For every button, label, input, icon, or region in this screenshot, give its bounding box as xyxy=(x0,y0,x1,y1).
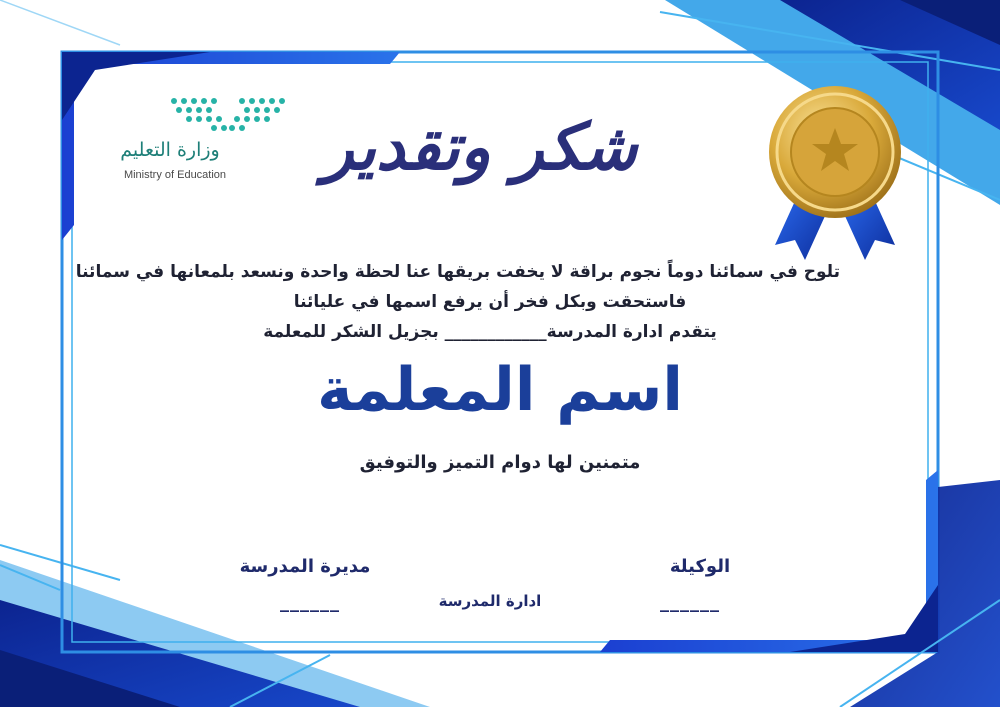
message-line-3: يتقدم ادارة المدرسة____________ بجزيل الشكر للمعلمة xyxy=(263,322,717,342)
gold-medal-icon xyxy=(760,80,910,270)
ministry-english-name: Ministry of Education xyxy=(123,169,227,181)
message-line-1: تلوح في سمائنا دوماً نجوم براقة لا يخفت بريقها عنا لحظة واحدة ونسعد بلمعانها في سمائنا xyxy=(75,262,840,282)
principal-signature-line: ______ xyxy=(280,592,340,613)
principal-title: مديرة المدرسة xyxy=(239,556,371,577)
deputy-signature-line: ______ xyxy=(660,592,720,613)
recipient-wish: متمنين لها دوام التميز والتوفيق xyxy=(359,452,641,473)
ministry-dots-logo-icon xyxy=(168,95,288,135)
message-line-2: فاستحقت وبكل فخر أن يرفع اسمها في عليائنا xyxy=(293,292,687,312)
school-administration: ادارة المدرسة xyxy=(438,592,542,610)
ministry-arabic-name: وزارة التعليم xyxy=(120,139,220,161)
recipient-name: اسم المعلمة xyxy=(317,355,683,425)
ministry-logo xyxy=(110,95,290,190)
deputy-title: الوكيلة xyxy=(669,556,731,577)
certificate-title: شكر وتقدير xyxy=(322,110,638,185)
